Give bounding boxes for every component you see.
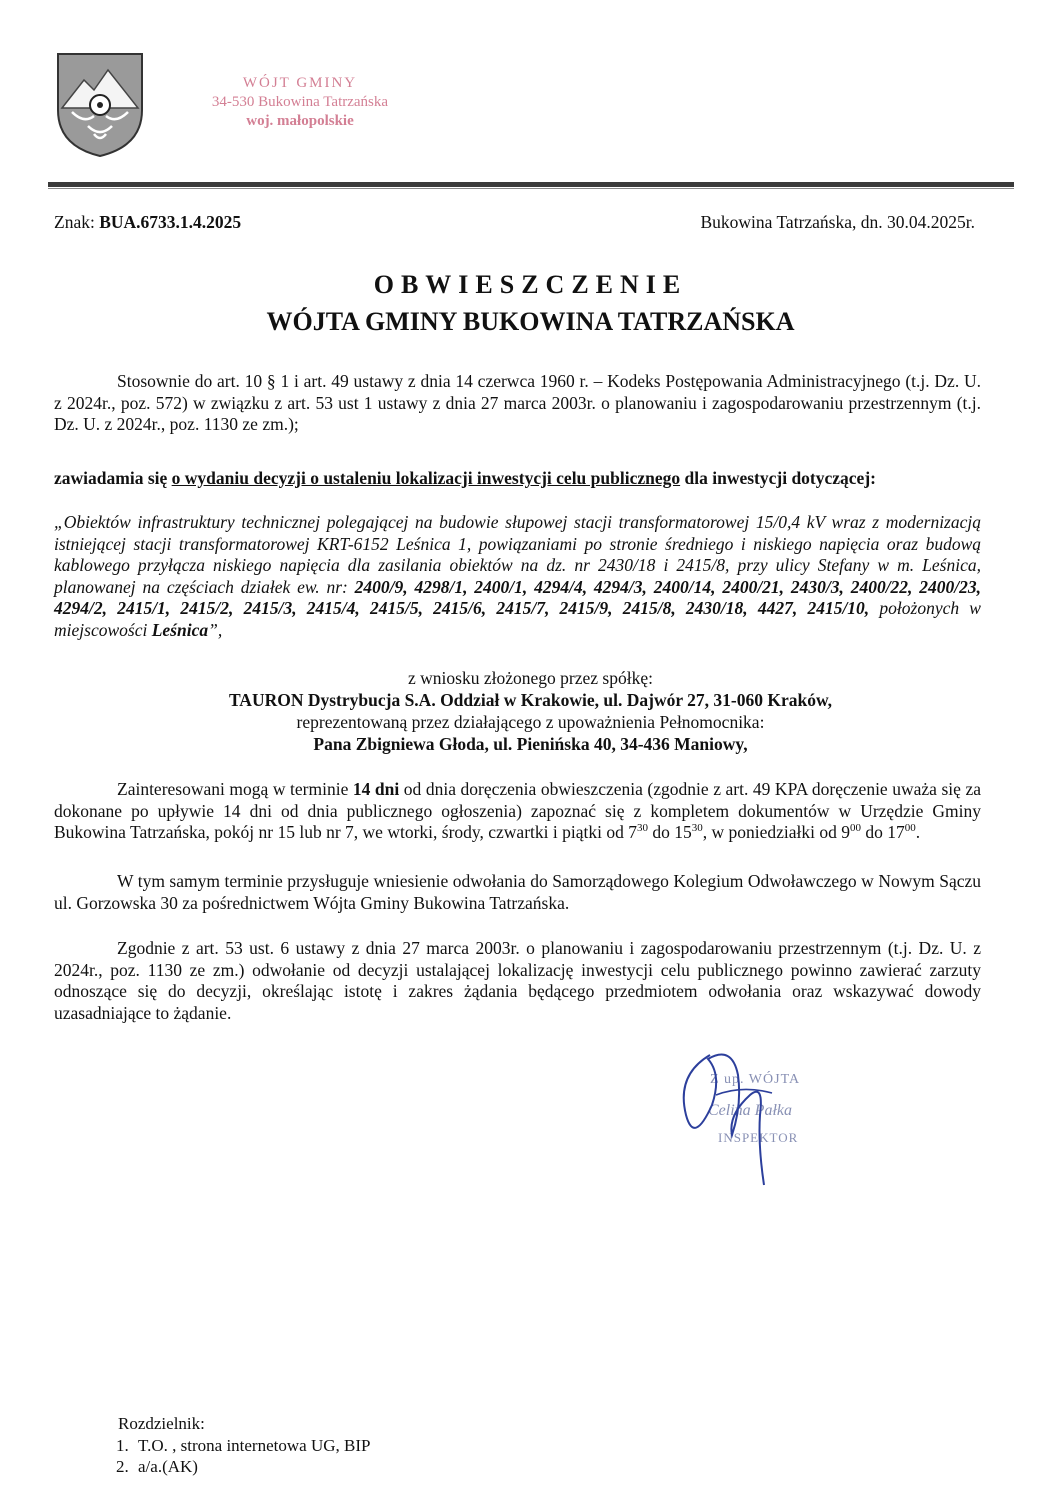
- applicant-company: TAURON Dystrybucja S.A. Oddział w Krakowie, ul. Dajwór 27, 31-060 Kraków,: [228, 690, 833, 710]
- investment-description: [54, 512, 981, 642]
- reference-label: Znak:: [54, 212, 95, 232]
- applicant-representative: Pana Zbigniewa Głoda, ul. Pienińska 40, 34-436 Maniowy,: [313, 734, 748, 754]
- investment-tail: położonych w miejscowości: [54, 598, 981, 640]
- notice-line: [54, 468, 981, 490]
- notice-part-1: zawiadamia się: [54, 468, 172, 488]
- access-sup-4: 00: [904, 822, 916, 835]
- header-divider-thin: [48, 188, 1014, 189]
- access-g: .: [915, 822, 921, 842]
- investment-text: „Obiektów infrastruktury technicznej polegającej na budowie słupowej stacji transformatorowej 15/0,4 kV wraz z modernizacją istniejącej stacji transformatorowej KRT-6152 Leśnica 1, powiązaniami po stronie średniego i niskiego napięcia oraz budową kablowego przyłącza niskiego napięcia dla zasilania obiektów na dz. nr 2430/18 i 2415/8, przy ulicy Stefany w m. Leśnica, planowanej na częściach działek ew. nr:: [54, 512, 981, 597]
- distribution-list: [118, 1413, 370, 1478]
- distribution-item: [116, 1435, 370, 1457]
- reference-number: [54, 212, 241, 233]
- document-title: OBWIESZCZENIE: [373, 270, 688, 299]
- access-sup-1: 30: [636, 822, 648, 835]
- access-d: do 15: [647, 822, 692, 842]
- reference-value: BUA.6733.1.4.2025: [99, 212, 242, 232]
- intro-paragraph: Stosownie do art. 10 § 1 i art. 49 ustawy z dnia 14 czerwca 1960 r. – Kodeks Postępowania Administracyjnego (t.j. Dz. U. z 2024r., poz. 572) w związku z art. 53 ust 1 ustawy z dnia 27 marca 2003r. o planowaniu i zagospodarowaniu przestrzennym (t.j. Dz. U. z 2024r., poz. 1130 ze zm.);: [54, 371, 981, 434]
- applicant-intro: z wniosku złożonego przez spółkę:: [408, 668, 653, 688]
- stamp-line-3: woj. małopolskie: [246, 113, 354, 129]
- signature-stamp-line-3: INSPEKTOR: [718, 1130, 799, 1145]
- place-and-date: Bukowina Tatrzańska, dn. 30.04.2025r.: [700, 212, 975, 232]
- distribution-item-number: 1.: [116, 1435, 129, 1455]
- law-paragraph: Zgodnie z art. 53 ust. 6 ustawy z dnia 27 marca 2003r. o planowaniu i zagospodarowaniu przestrzennym (t.j. Dz. U. z 2024r., poz. 1130 ze zm.) odwołanie od decyzji ustalającej lokalizację inwestycji celu publicznego powinno zawierać zarzuty odnoszące się do decyzji, określając istotę i zakres żądania będącego przedmiotem odwołania oraz wskazywać dowody uzasadniające to żądanie.: [54, 938, 981, 1023]
- notice-part-2: o wydaniu decyzji o ustaleniu lokalizacji inwestycji celu publicznego: [171, 468, 681, 488]
- office-stamp: [200, 74, 400, 131]
- distribution-item: [116, 1456, 370, 1478]
- distribution-label: Rozdzielnik:: [118, 1414, 205, 1433]
- distribution-item-number: 2.: [116, 1457, 129, 1476]
- investment-parcels: 2400/9, 4298/1, 2400/1, 4294/4, 4294/3, 2400/14, 2400/21, 2430/3, 2400/22, 2400/23, 4294/2, 2415/1, 2415/2, 2415/3, 2415/4, 2415/5, 2415/6, 2415/7, 2415/9, 2415/8, 2430/18, 4427, 2415/10,: [54, 576, 981, 619]
- document-subtitle: WÓJTA GMINY BUKOWINA TATRZAŃSKA: [266, 307, 795, 336]
- access-f: do 17: [860, 822, 905, 842]
- access-deadline: 14 dni: [352, 779, 400, 799]
- notice-part-3: dla inwestycji dotyczącej:: [680, 468, 876, 488]
- distribution-item-text: T.O. , strona internetowa UG, BIP: [138, 1435, 371, 1455]
- investment-end: ”,: [208, 619, 223, 640]
- access-a: Zainteresowani mogą w terminie: [117, 779, 353, 799]
- coat-of-arms-logo: [54, 50, 146, 160]
- investment-place: Leśnica: [151, 619, 209, 640]
- signature-stamp-line-1: Z up. WÓJTA: [710, 1072, 801, 1087]
- access-paragraph: [54, 779, 981, 844]
- applicant-representative-intro: reprezentowaną przez działającego z upoważnienia Pełnomocnika:: [296, 712, 765, 732]
- signature-stamp-line-2: Celina Pałka: [708, 1102, 792, 1119]
- appeal-paragraph: W tym samym terminie przysługuje wniesienie odwołania do Samorządowego Kolegium Odwoławczego w Nowym Sączu ul. Gorzowska 30 za pośrednictwem Wójta Gminy Bukowina Tatrzańska.: [54, 871, 981, 913]
- distribution-item-text: a/a.(AK): [138, 1457, 198, 1476]
- access-sup-3: 00: [849, 822, 861, 835]
- access-c: od dnia doręczenia obwieszczenia (zgodnie z art. 49 KPA doręczenie uważa się za dokonane po upływie 14 dni od dnia publicznego ogłoszenia) zapoznać się z kompletem dokumentów w Urzędzie Gminy Bukowina Tatrzańska, pokój nr 15 lub nr 7, we wtorki, środy, czwartki i piątki od 7: [54, 779, 981, 842]
- stamp-line-1: WÓJT GMINY: [242, 75, 358, 91]
- handwritten-signature: [672, 1035, 832, 1195]
- access-sup-2: 30: [691, 822, 703, 835]
- access-e: , w poniedziałki od 9: [702, 822, 850, 842]
- header-divider: [48, 182, 1014, 187]
- stamp-line-2: 34-530 Bukowina Tatrzańska: [211, 94, 389, 110]
